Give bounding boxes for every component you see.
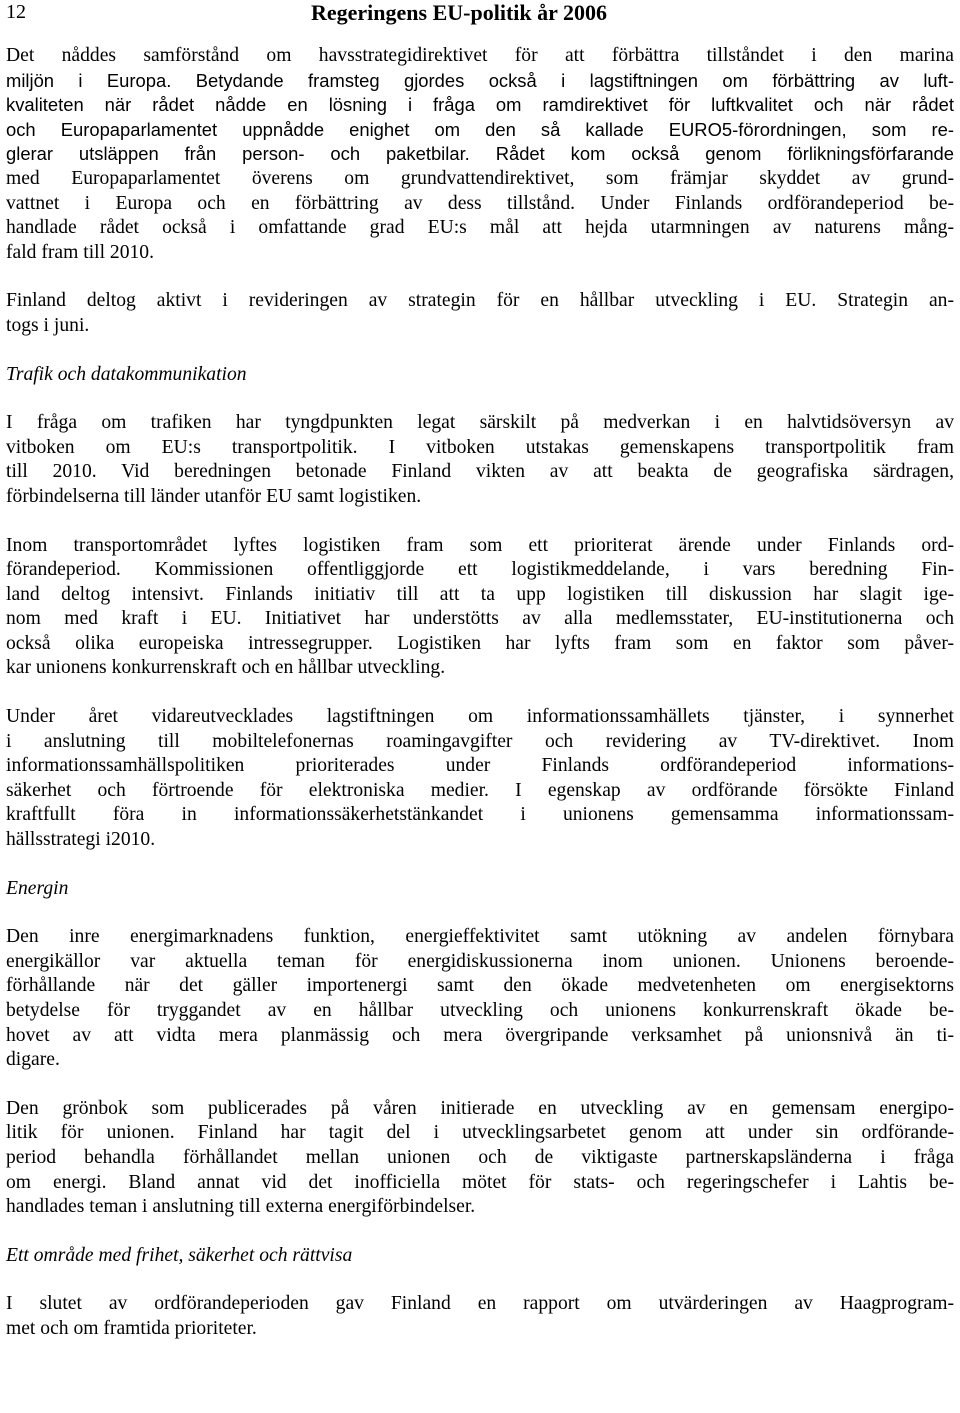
- text-line: Finland deltog aktivt i revideringen av strategin för en hållbar utveckling i EU. Strategin an-: [6, 290, 954, 312]
- text-line: litik för unionen. Finland har tagit del i utvecklingsarbetet genom att under sin ordförande-: [6, 1122, 954, 1144]
- text-line: I slutet av ordförandeperioden gav Finland en rapport om utvärderingen av Haagprogram-: [6, 1293, 954, 1315]
- paragraph-logistics: [6, 534, 954, 682]
- text-line: kar unionens konkurrenskraft och en hållbar utveckling.: [6, 657, 446, 679]
- text-line: förhållande när det gäller importenergi samt den ökade medvetenheten om energisektorns: [6, 975, 954, 997]
- section-heading-traffic: Trafik och datakommunikation: [6, 363, 247, 385]
- text-line: vattnet i Europa och en förbättring av dess tillstånd. Under Finlands ordförandeperiod be-: [6, 192, 954, 214]
- text-line: met och om framtida prioriteter.: [6, 1317, 257, 1339]
- text-line: miljön i Europa. Betydande framsteg gjordes också i lagstiftningen om förbättring av luft-: [6, 69, 954, 91]
- text-line: land deltog intensivt. Finlands initiativ till att ta upp logistiken till diskussion har slagit ige-: [6, 583, 954, 605]
- section-heading-freedom-security-justice: Ett område med frihet, säkerhet och rättvisa: [6, 1244, 353, 1266]
- text-line: och Europaparlamentet uppnådde enighet om den så kallade EURO5-förordningen, som re-: [6, 118, 954, 140]
- text-line: hovet av att vidta mera planmässig och mera övergripande verksamhet på unionsnivå än ti-: [6, 1024, 954, 1046]
- paragraph-hague-programme: [6, 1292, 954, 1341]
- text-line: handlade rådet också i omfattande grad EU:s mål att hejda utarmningen av naturens mång-: [6, 217, 954, 239]
- page-header: [6, 0, 954, 30]
- text-line: hällsstrategi i2010.: [6, 829, 156, 851]
- text-line: om energi. Bland annat vid det inofficiella mötet för stats- och regeringschefer i Lahtis be-: [6, 1171, 954, 1193]
- text-line: glerar utsläppen från person- och paketbilar. Rådet kom också genom förlikningsförfarande: [6, 143, 954, 165]
- text-line: togs i juni.: [6, 314, 90, 336]
- paragraph-transport-policy: [6, 411, 954, 509]
- text-line: förandeperiod. Kommissionen offentliggjorde ett logistikmeddelande, i vars beredning Fin-: [6, 559, 954, 581]
- text-line: nom med kraft i EU. Initiativet har understötts av alla medlemsstater, EU-institutionerna och: [6, 608, 954, 630]
- document-page: [6, 0, 954, 1342]
- paragraph-environment: [6, 44, 954, 265]
- text-line: period behandla förhållandet mellan unionen och de viktigaste partnerskapsländerna i fråga: [6, 1146, 954, 1168]
- text-line: med Europaparlamentet överens om grundvattendirektivet, som främjar skyddet av grund-: [6, 167, 954, 189]
- section-heading-energy: Energin: [6, 877, 69, 899]
- text-line: i anslutning till mobiltelefonernas roamingavgifter och revidering av TV-direktivet. Inom: [6, 730, 954, 752]
- text-line: fald fram till 2010.: [6, 241, 155, 263]
- text-line: informationssamhällspolitiken prioriterades under Finlands ordförandeperiod informations-: [6, 755, 954, 777]
- text-line: Den inre energimarknadens funktion, energieffektivitet samt utökning av andelen förnybara: [6, 926, 954, 948]
- text-line: kraftfullt föra in informationssäkerhetstänkandet i unionens gemensamma informationssam-: [6, 804, 954, 826]
- text-line: energikällor var aktuella teman för energidiskussionerna inom unionen. Unionens beroende-: [6, 950, 954, 972]
- paragraph-sustainable-development: [6, 289, 954, 338]
- text-line: digare.: [6, 1049, 60, 1071]
- text-line: också olika europeiska intressegrupper. Logistiken har lyfts fram som en faktor som påver-: [6, 632, 954, 654]
- text-line: vitboken om EU:s transportpolitik. I vitboken utstakas gemenskapens transportpolitik fram: [6, 436, 954, 458]
- text-line: Under året vidareutvecklades lagstiftningen om informationssamhällets tjänster, i synnerhet: [6, 706, 954, 728]
- text-line: betydelse för tryggandet av en hållbar utveckling och unionens konkurrenskraft ökade be-: [6, 1000, 954, 1021]
- text-line: säkerhet och förtroende för elektroniska medier. I egenskap av ordförande försökte Finland: [6, 779, 954, 801]
- text-line: Inom transportområdet lyftes logistiken fram som ett prioriterat ärende under Finlands ord-: [6, 534, 954, 556]
- page-number: 12: [6, 1, 26, 23]
- text-line: I fråga om trafiken har tyngdpunkten legat särskilt på medverkan i en halvtidsöversyn av: [6, 412, 954, 434]
- paragraph-green-paper: [6, 1097, 954, 1220]
- text-line: Det nåddes samförstånd om havsstrategidirektivet för att förbättra tillståndet i den marina: [6, 45, 954, 66]
- text-line: handlades teman i anslutning till externa energiförbindelser.: [6, 1196, 476, 1218]
- paragraph-information-society: [6, 705, 954, 853]
- paragraph-energy-market: [6, 925, 954, 1073]
- text-line: förbindelserna till länder utanför EU samt logistiken.: [6, 485, 422, 507]
- running-title: Regeringens EU-politik år 2006: [311, 0, 607, 25]
- text-line: kvaliteten när rådet nådde en lösning i fråga om ramdirektivet för luftkvalitet och när rådet: [6, 94, 954, 116]
- text-line: Den grönbok som publicerades på våren initierade en utveckling av en gemensam energipo-: [6, 1097, 954, 1119]
- text-line: till 2010. Vid beredningen betonade Finland vikten av att beakta de geografiska särdragen,: [6, 461, 954, 483]
